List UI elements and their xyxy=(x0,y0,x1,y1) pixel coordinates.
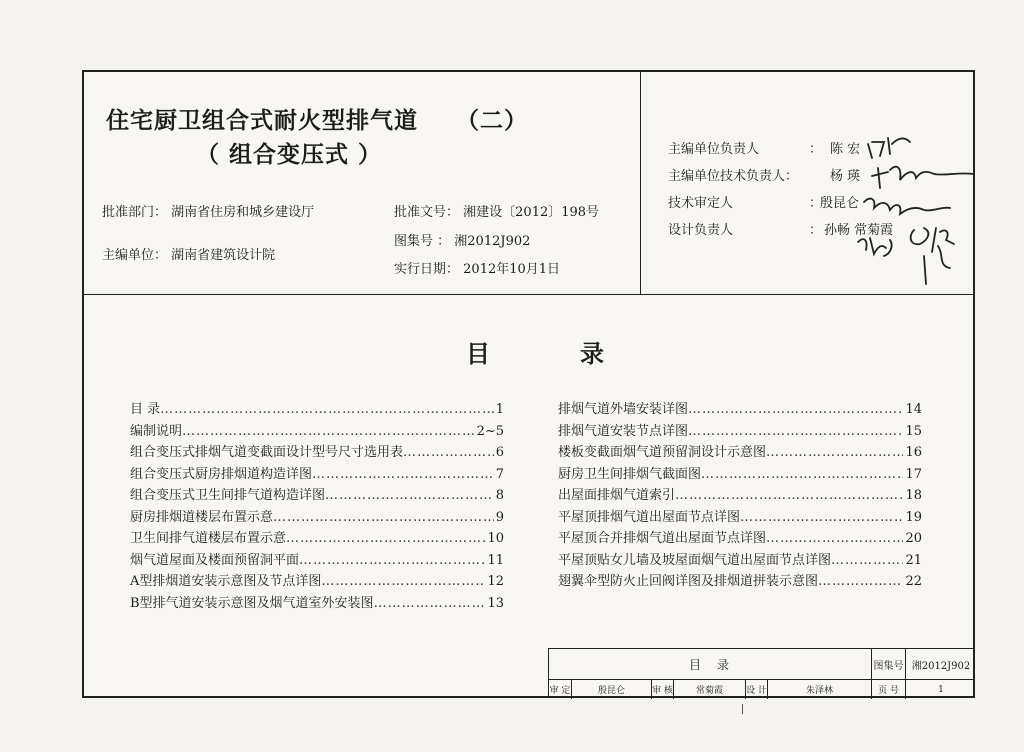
title-block-check-label: 审 核 xyxy=(651,680,673,699)
title-block-page-label: 页 号 xyxy=(871,680,905,699)
toc-item[interactable]: 平屋顶贴女儿墙及坡屋面烟气道出屋面节点详图 …………………………………………………………………………………………………… 21 xyxy=(558,550,922,572)
toc-heading-left: 目 xyxy=(466,340,490,368)
toc-left-column xyxy=(130,399,504,614)
personnel-role-1: 主编单位技术负责人： xyxy=(668,169,799,184)
volume-label: （二） xyxy=(456,108,528,134)
title-block-top-row xyxy=(549,649,975,680)
personnel-role-3: 设计负责人 xyxy=(668,223,734,238)
handwritten-signatures xyxy=(854,128,979,288)
toc-item[interactable]: 平屋顶合并排烟气道出屋面节点详图 …………………………………………………………………………………………………… 20 xyxy=(558,528,922,550)
personnel-sep-2: ： xyxy=(809,196,823,211)
title-block-review-label: 审 定 xyxy=(549,686,571,696)
drawing-sheet xyxy=(82,70,975,698)
toc-item[interactable]: 翅翼伞型防火止回阀详图及排烟道拼装示意图 …………………………………………………………………………………………………… 22 xyxy=(558,571,922,593)
document-subtitle: （ 组合变压式 ） xyxy=(196,142,383,168)
title-block-review-name: 殷昆仑 xyxy=(571,680,651,699)
toc-item[interactable]: 组合变压式厨房排烟道构造详图 …………………………………………………………………………………………………… 7 xyxy=(130,464,504,486)
header-vertical-divider xyxy=(640,72,641,294)
title-block-atlas-label: 图集号 xyxy=(871,649,905,679)
approval-department: 批准部门： 湖南省住房和城乡建设厅 xyxy=(102,205,315,220)
toc-item[interactable]: 排烟气道安装节点详图 …………………………………………………………………………………………………… 15 xyxy=(558,421,922,443)
toc-heading-right: 录 xyxy=(580,340,604,368)
title-block-atlas-value: 湘2012J902 xyxy=(905,649,976,679)
toc-item[interactable]: 平屋顶排烟气道出屋面节点详图 …………………………………………………………………………………………………… 19 xyxy=(558,507,922,529)
toc-item[interactable]: 卫生间排气道楼层布置示意 …………………………………………………………………………………………………… 10 xyxy=(130,528,504,550)
effective-date: 实行日期： 2012年10月1日 xyxy=(394,262,561,277)
title-block xyxy=(548,648,975,698)
toc-item[interactable]: A型排烟道安装示意图及节点详图 …………………………………………………………………………………………………… 12 xyxy=(130,571,504,593)
title-block-sign-row xyxy=(549,680,975,699)
toc-item[interactable]: 出屋面排烟气道索引 …………………………………………………………………………………………………… 18 xyxy=(558,485,922,507)
toc-item[interactable]: 组合变压式排烟气道变截面设计型号尺寸选用表 …………………………………………………………………………………………………… 6 xyxy=(130,442,504,464)
personnel-name-0: 陈 宏 xyxy=(830,142,861,157)
personnel-name-2: 殷昆仑 xyxy=(820,196,860,211)
personnel-role-0: 主编单位负责人 xyxy=(668,142,760,157)
personnel-sep-3: ： xyxy=(809,223,823,238)
personnel-name-3: 孙畅 常菊霞 xyxy=(824,223,894,238)
personnel-role-2: 技术审定人 xyxy=(668,196,734,211)
toc-item[interactable]: 楼板变截面烟气道预留洞设计示意图 …………………………………………………………………………………………………… 16 xyxy=(558,442,922,464)
toc-item[interactable]: 组合变压式卫生间排气道构造详图 …………………………………………………………………………………………………… 8 xyxy=(130,485,504,507)
toc-item[interactable]: 编制说明 …………………………………………………………………………………………………… 2~5 xyxy=(130,421,504,443)
toc-item[interactable]: 烟气道屋面及楼面预留洞平面 …………………………………………………………………………………………………… 11 xyxy=(130,550,504,572)
toc-item[interactable]: 目 录 …………………………………………………………………………………………………… 1 xyxy=(130,399,504,421)
toc-item[interactable]: 排烟气道外墙安装详图 …………………………………………………………………………………………………… 14 xyxy=(558,399,922,421)
personnel-sep-0: ： xyxy=(809,142,823,157)
title-block-drawing-name: 目 录 xyxy=(688,657,731,672)
title-block-design-label: 设 计 xyxy=(745,680,767,699)
toc-right-column xyxy=(558,399,922,593)
atlas-number: 图集号 ： 湘2012J902 xyxy=(394,234,531,249)
crop-mark xyxy=(742,704,743,714)
toc-item[interactable]: B型排气道安装示意图及烟气道室外安装图 …………………………………………………………………………………………………… 13 xyxy=(130,593,504,615)
approval-document-number: 批准文号： 湘建设〔2012〕198号 xyxy=(394,205,600,220)
header-divider xyxy=(84,294,973,295)
personnel-name-1: 杨 瑛 xyxy=(830,169,861,184)
title-block-page-value: 1 xyxy=(905,680,976,699)
chief-editing-unit: 主编单位： 湖南省建筑设计院 xyxy=(102,248,276,263)
title-block-design-name: 朱泽林 xyxy=(767,680,871,699)
document-title: 住宅厨卫组合式耐火型排气道 （二） xyxy=(106,108,528,134)
toc-item[interactable]: 厨房排烟道楼层布置示意 …………………………………………………………………………………………………… 9 xyxy=(130,507,504,529)
toc-item[interactable]: 厨房卫生间排烟气截面图 …………………………………………………………………………………………………… 17 xyxy=(558,464,922,486)
title-block-check-name: 常菊霞 xyxy=(673,680,745,699)
